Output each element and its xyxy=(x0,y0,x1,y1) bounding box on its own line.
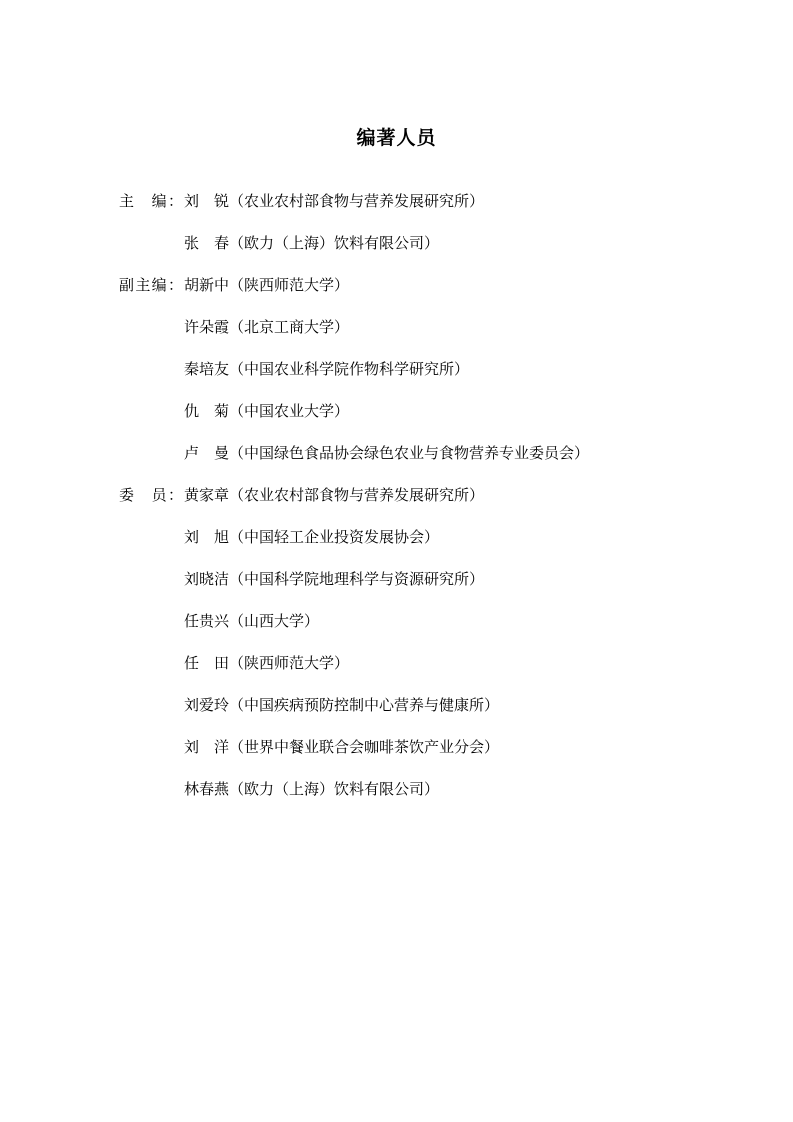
member-name: 任贵兴 xyxy=(184,612,230,630)
member-name: 仇 菊 xyxy=(184,402,230,420)
member-entry xyxy=(184,568,484,590)
member-name: 任 田 xyxy=(184,654,230,672)
member-name: 刘 旭 xyxy=(184,528,230,546)
member-entry xyxy=(184,358,469,380)
member-affiliation: （欧力（上海）饮料有限公司） xyxy=(229,780,440,798)
role-label: 主 编： xyxy=(119,192,183,210)
page-title: 编著人员 xyxy=(356,127,437,149)
member-name: 林春燕 xyxy=(184,780,230,798)
member-affiliation: （中国疾病预防控制中心营养与健康所） xyxy=(229,696,500,714)
member-affiliation: （中国农业科学院作物科学研究所） xyxy=(229,360,470,378)
member-name: 刘爱玲 xyxy=(184,696,230,714)
member-affiliation: （中国农业大学） xyxy=(229,402,350,420)
member-name: 秦培友 xyxy=(184,360,230,378)
member-affiliation: （中国轻工企业投资发展协会） xyxy=(229,528,440,546)
member-entry xyxy=(184,316,349,338)
role-label: 委 员： xyxy=(119,486,183,504)
member-entry xyxy=(184,400,349,422)
member-name: 刘 洋 xyxy=(184,738,230,756)
member-name: 卢 曼 xyxy=(184,444,230,462)
member-affiliation: （陕西师范大学） xyxy=(229,654,350,672)
member-name: 刘 锐 xyxy=(184,192,230,210)
member-entry xyxy=(184,484,484,506)
member-entry xyxy=(184,190,484,212)
member-entry xyxy=(184,652,349,674)
member-affiliation: （欧力（上海）饮料有限公司） xyxy=(229,234,440,252)
member-entry xyxy=(184,736,499,758)
member-entry xyxy=(184,526,439,548)
member-name: 许朵霞 xyxy=(184,318,230,336)
member-entry xyxy=(184,232,439,254)
member-name: 胡新中 xyxy=(184,276,230,294)
member-affiliation: （山西大学） xyxy=(229,612,320,630)
member-entry xyxy=(184,778,439,800)
member-affiliation: （中国科学院地理科学与资源研究所） xyxy=(229,570,485,588)
member-entry xyxy=(184,442,589,464)
member-affiliation: （农业农村部食物与营养发展研究所） xyxy=(229,486,485,504)
member-entry xyxy=(184,610,319,632)
member-name: 黄家章 xyxy=(184,486,230,504)
role-label: 副主编： xyxy=(119,276,183,294)
member-entry xyxy=(184,274,349,296)
member-name: 张 春 xyxy=(184,234,230,252)
member-affiliation: （世界中餐业联合会咖啡茶饮产业分会） xyxy=(229,738,500,756)
member-affiliation: （北京工商大学） xyxy=(229,318,350,336)
member-affiliation: （陕西师范大学） xyxy=(229,276,350,294)
member-entry xyxy=(184,694,499,716)
member-affiliation: （农业农村部食物与营养发展研究所） xyxy=(229,192,485,210)
member-name: 刘晓洁 xyxy=(184,570,230,588)
member-affiliation: （中国绿色食品协会绿色农业与食物营养专业委员会） xyxy=(229,444,590,462)
